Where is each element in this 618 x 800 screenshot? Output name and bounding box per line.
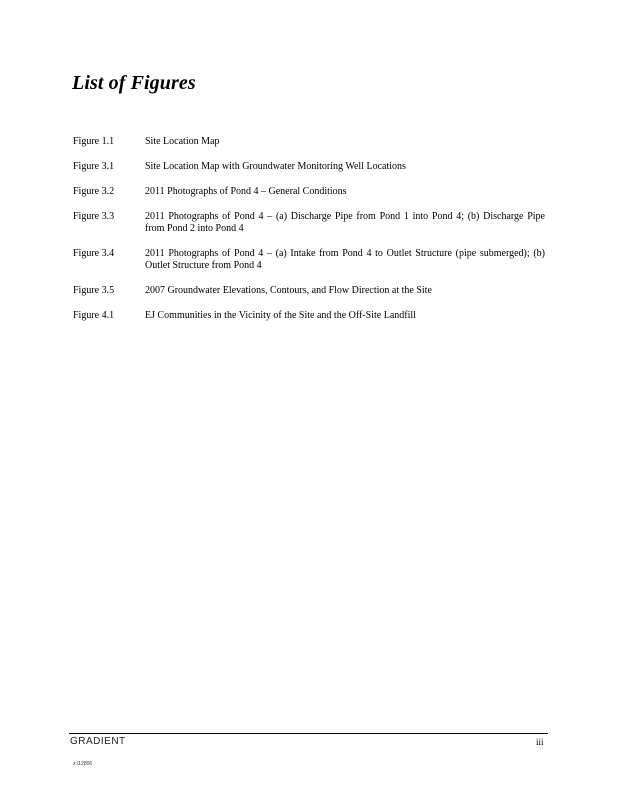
company-logo: GRADIENT [70,736,126,747]
page-number: iii [536,737,544,747]
figure-title: 2011 Photographs of Pond 4 – General Conditions [145,186,347,197]
figure-list [73,136,545,335]
figure-title: 2007 Groundwater Elevations, Contours, and Flow Direction at the Site [145,285,432,296]
figure-label: Figure 1.1 [73,136,115,147]
figure-label: Figure 3.4 [73,248,115,259]
figure-label: Figure 3.3 [73,211,115,222]
list-item-figure-4-1 [73,310,545,322]
figure-title: EJ Communities in the Vicinity of the Site and the Off-Site Landfill [145,310,416,321]
list-item-figure-3-4 [73,248,545,272]
list-item-figure-1-1 [73,136,545,148]
figure-title: Site Location Map [145,136,220,147]
list-item-figure-3-2 [73,186,545,198]
figure-title: 2011 Photographs of Pond 4 – (a) Intake from Pond 4 to Outlet Structure (pipe submerged); (b) Outlet Structure from Pond 4 [145,248,545,271]
figure-title: Site Location Map with Groundwater Monitoring Well Locations [145,161,406,172]
list-item-figure-3-1 [73,161,545,173]
list-item-figure-3-3 [73,211,545,235]
figure-title: 2011 Photographs of Pond 4 – (a) Discharge Pipe from Pond 1 into Pond 4; (b) Discharge Pipe from Pond 2 into Pond 4 [145,211,545,234]
figure-label: Figure 3.1 [73,161,115,172]
list-item-figure-3-5 [73,285,545,297]
figure-label: Figure 3.2 [73,186,115,197]
page-title: List of Figures [72,72,196,94]
footer-divider [69,733,548,734]
figure-label: Figure 4.1 [73,310,115,321]
document-code: x:\12806 [73,761,93,767]
figure-label: Figure 3.5 [73,285,115,296]
